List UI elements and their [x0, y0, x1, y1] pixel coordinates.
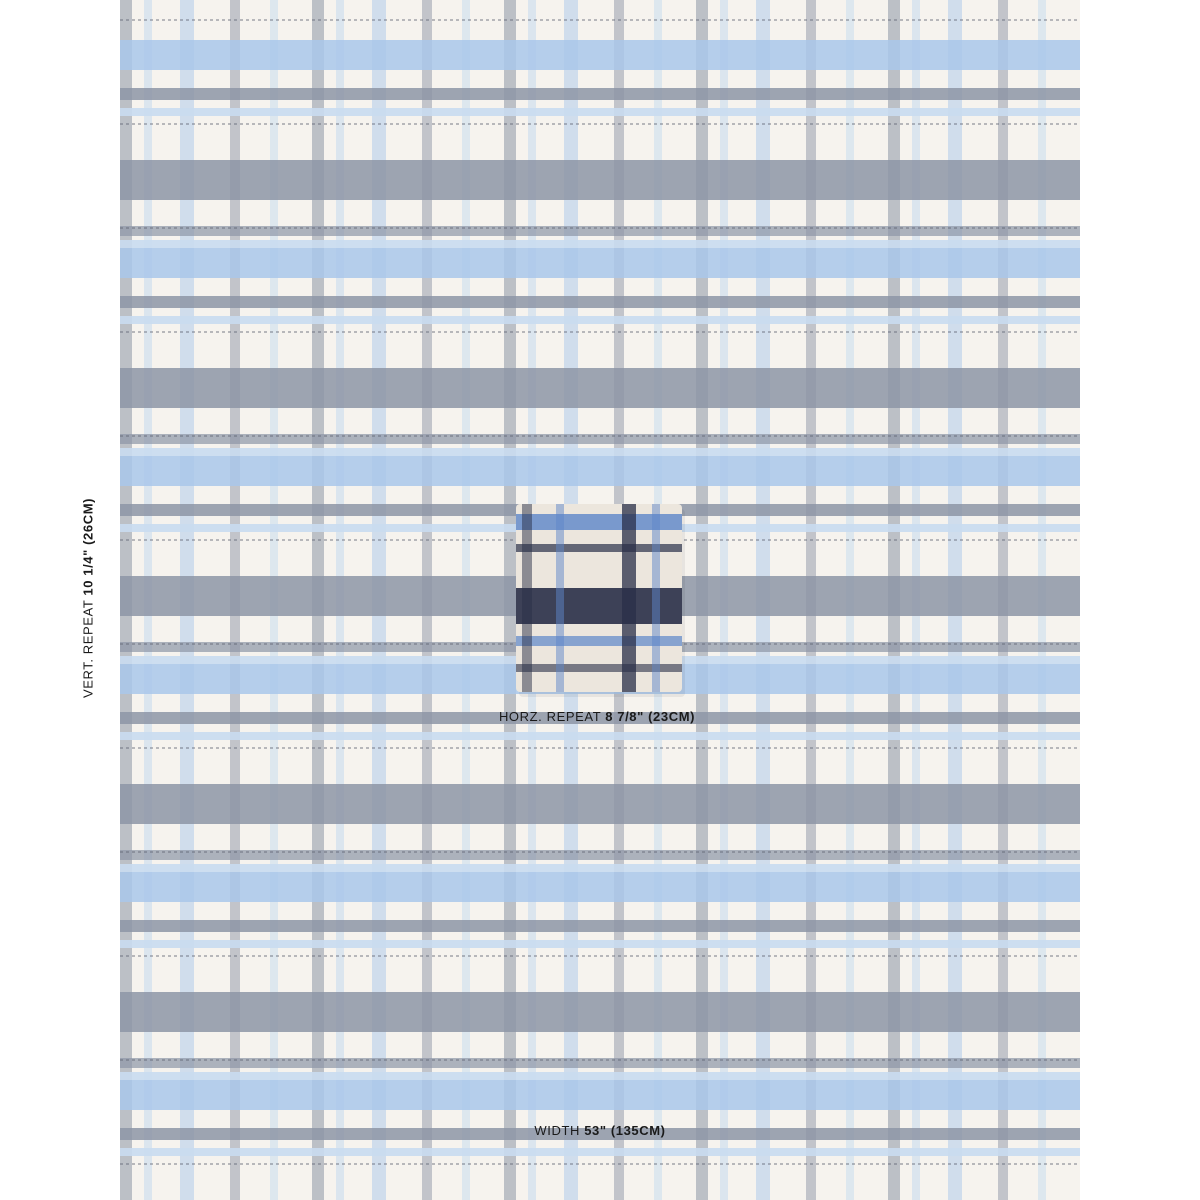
fabric-stripe-h — [120, 88, 1080, 100]
repeat-swatch — [516, 504, 685, 697]
fabric-stripe-h — [120, 456, 1080, 486]
horizontal-repeat-label — [499, 709, 695, 724]
swatch-stripe-v — [622, 504, 636, 692]
fabric-stripe-h — [120, 992, 1080, 1032]
fabric-stripe-h — [120, 1080, 1080, 1110]
width-prefix: WIDTH — [534, 1123, 585, 1138]
fabric-stripe-h — [120, 160, 1080, 200]
width-label — [534, 1123, 665, 1138]
fabric-stripe-h — [120, 296, 1080, 308]
fabric-stripe-h — [120, 872, 1080, 902]
vertical-repeat-prefix: VERT. REPEAT — [80, 595, 96, 699]
fabric-stripe-h — [120, 784, 1080, 824]
fabric-stripe-h — [120, 248, 1080, 278]
horizontal-repeat-prefix: HORZ. REPEAT — [498, 709, 606, 724]
fabric-stripe-h — [120, 940, 1080, 948]
fabric-stripe-h — [120, 920, 1080, 932]
fabric-stripe-h — [120, 240, 1080, 248]
fabric-stripe-h — [120, 732, 1080, 740]
swatch-stripe-v — [522, 504, 532, 692]
fabric-stripe-h — [120, 108, 1080, 116]
fabric-stripe-h — [120, 1072, 1080, 1080]
fabric-stripe-h — [120, 40, 1080, 70]
fabric-stripe-h — [120, 1148, 1080, 1156]
swatch-stripe-v — [652, 504, 660, 692]
swatch-stripe-v — [556, 504, 564, 692]
fabric-stripe-h — [120, 316, 1080, 324]
horizontal-repeat-value: 8 7/8" (23CM) — [605, 709, 696, 724]
vertical-repeat-value: 10 1/4" (26CM) — [80, 497, 96, 596]
fabric-stripe-h — [120, 448, 1080, 456]
vertical-repeat-label — [81, 498, 96, 698]
width-value: 53" (135CM) — [584, 1123, 666, 1138]
fabric-stripe-h — [120, 864, 1080, 872]
fabric-stripe-h — [120, 368, 1080, 408]
